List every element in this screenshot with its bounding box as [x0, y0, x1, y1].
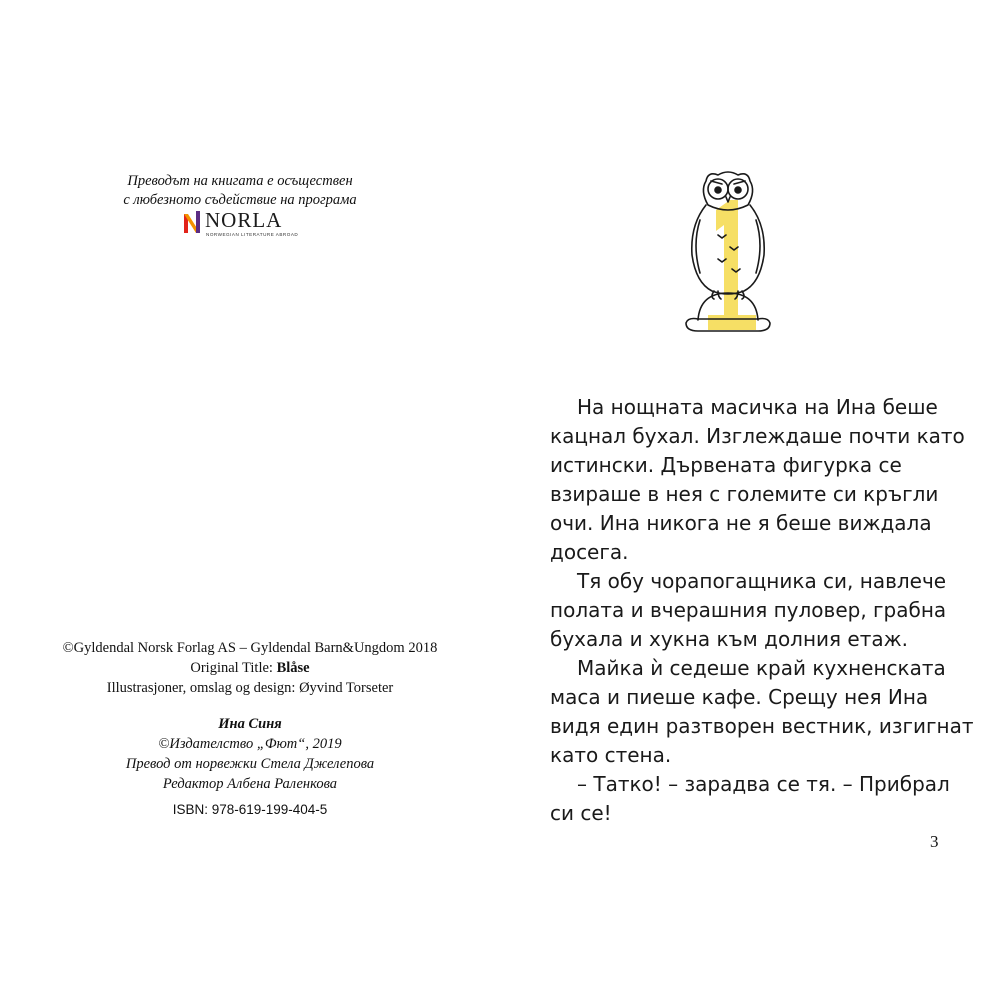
- story-line: видя един разтворен вестник, изгигнат: [550, 714, 974, 738]
- story-line: истински. Дървената фигурка се: [550, 453, 902, 477]
- story-line: бухала и хукна към долния етаж.: [550, 627, 909, 651]
- original-title-value: Blåse: [276, 660, 310, 676]
- imprint-block: [40, 638, 460, 820]
- norla-tagline: NORWEGIAN LITERATURE ABROAD: [206, 232, 299, 237]
- story-line: очи. Ина никога не я беше виждала: [550, 511, 932, 535]
- story-line: си се!: [550, 801, 612, 825]
- story-line: като стена.: [550, 743, 672, 767]
- original-title-label: Original Title:: [190, 660, 277, 676]
- chapter-number-one: [708, 200, 756, 330]
- story-line: Тя обу чорапогащника си, навлече: [577, 569, 947, 593]
- story-line: кацнал бухал. Изглеждаше почти като: [550, 424, 965, 448]
- story-line: На нощната масичка на Ина беше: [577, 395, 938, 419]
- story-line: полата и вчерашния пуловер, грабна: [550, 598, 947, 622]
- norla-n-icon: [183, 210, 203, 234]
- owl-chapter-illustration: [678, 165, 778, 340]
- editor-line: Редактор Албена Раленкова: [162, 776, 338, 792]
- story-line: – Татко! – зарадва се тя. – Прибрал: [577, 772, 950, 796]
- isbn-line: ISBN: 978-619-199-404-5: [172, 802, 328, 817]
- support-note-line1: Преводът на книгата е осъществен: [127, 173, 353, 189]
- translation-support-note: [95, 172, 385, 210]
- story-line: Майка ѝ седеше край кухненската: [577, 656, 946, 680]
- story-line: взираше в нея с големите си кръгли: [550, 482, 939, 506]
- norla-logo: [183, 210, 303, 240]
- norla-wordmark: NORLA: [205, 208, 283, 232]
- copyright-line: ©Gyldendal Norsk Forlag AS – Gyldendal Barn&Ungdom 2018: [62, 640, 438, 656]
- publisher-line: ©Издателство „Фют“, 2019: [158, 736, 342, 752]
- story-line: досега.: [550, 540, 629, 564]
- original-title-line: [40, 658, 460, 678]
- support-note-line2: с любезното съдействие на програма: [123, 192, 357, 208]
- story-line: маса и пиеше кафе. Срещу нея Ина: [550, 685, 929, 709]
- page-number: 3: [930, 832, 939, 851]
- illustrations-credit: Illustrasjoner, omslag og design: Øyvind Torseter: [106, 680, 394, 696]
- right-page: [500, 0, 1000, 1000]
- translator-line: Превод от норвежки Стела Джелепова: [125, 756, 375, 772]
- bulgarian-title: Ина Синя: [218, 716, 282, 732]
- story-text: [550, 393, 974, 828]
